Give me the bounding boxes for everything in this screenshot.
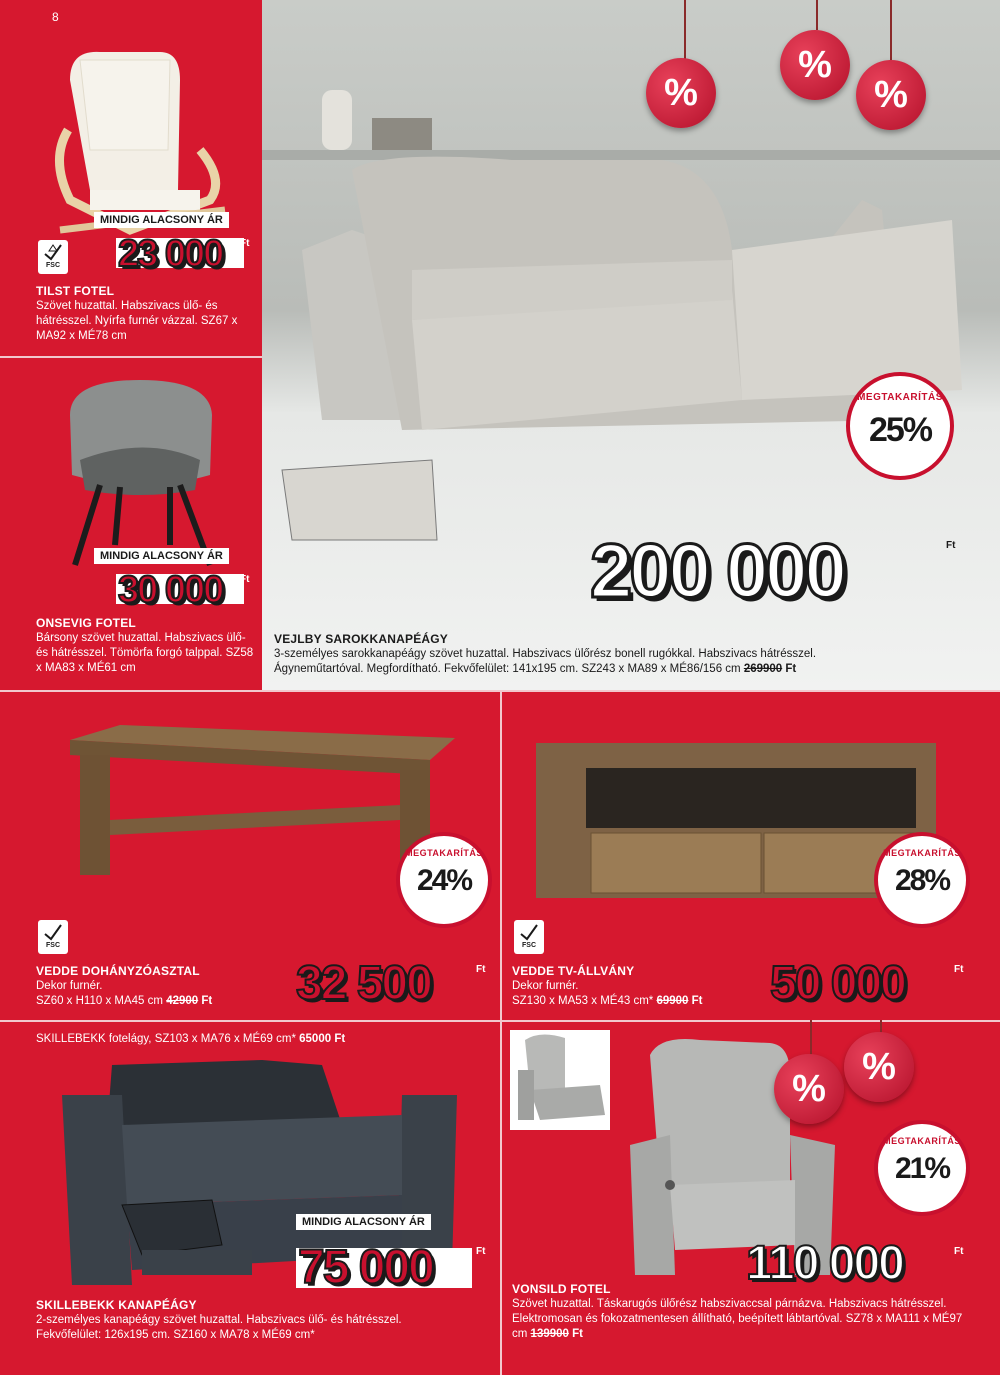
vejlby-desc-text: 3-személyes sarokkanapéágy szövet huzattal. Habszivacs ülőrész bonell rugókkal. Habszivacs hátrésszel. Ágyneműtartóval. Megfordítható. Fekvőfelület: 141x195 cm. SZ243 x MA89 x MÉ86/156 cm: [274, 648, 817, 675]
tilst-fsc-logo: [38, 240, 68, 274]
vonsild-saving-bubble: [874, 1120, 970, 1216]
saving-label: MEGTAKARÍTÁS: [883, 848, 961, 858]
skillebekk-desc: 2-személyes kanapéágy szövet huzattal. Habszivacs ülő- és hátrésszel. Fekvőfelület: 126x195 cm. SZ160 x MA78 x MÉ69 cm*: [36, 1314, 402, 1341]
vedde-tv-title: VEDDE TV-ÁLLVÁNY: [512, 964, 635, 978]
vedde-tv-desc2-line: [512, 994, 703, 1009]
skillebekk-header: SKILLEBEKK fotelágy, SZ103 x MA76 x MÉ69 cm*: [36, 1033, 296, 1045]
vonsild-old-price: 139900: [530, 1328, 569, 1340]
fsc-text: FSC: [522, 942, 536, 949]
vejlby-saving-pct: 25%: [868, 411, 932, 449]
skillebekk-title: SKILLEBEKK KANAPÉÁGY: [36, 1298, 197, 1312]
vedde-table-desc1: Dekor furnér.: [36, 980, 103, 992]
vonsild-saving-pct: 21%: [894, 1152, 950, 1185]
vejlby-old-price: 269900: [743, 663, 783, 675]
vonsild-percent-tag-1: %: [774, 1054, 844, 1124]
onsevig-title: ONSEVIG FOTEL: [36, 616, 136, 630]
vedde-tv-saving-pct: 28%: [894, 864, 950, 897]
vedde-tv-desc2: SZ130 x MA53 x MÉ43 cm*: [512, 995, 654, 1007]
vedde-table-fsc-logo: [38, 920, 68, 954]
fsc-text: FSC: [46, 942, 60, 949]
vedde-tv-ft: Ft: [954, 964, 964, 975]
skillebekk-price: 75 000: [298, 1241, 433, 1294]
vedde-table-price: 32 500: [296, 957, 431, 1010]
percent-tag-1: %: [646, 58, 716, 128]
vedde-table-desc2-line: [36, 994, 212, 1009]
percent-tag-3: %: [856, 60, 926, 130]
vedde-tv-old-price: 69900: [656, 995, 689, 1007]
divider: [0, 356, 262, 358]
tag-string: [816, 0, 818, 30]
tree-check-icon: [519, 922, 539, 942]
vonsild-ft: Ft: [954, 1246, 964, 1257]
skillebekk-header-line: [36, 1032, 345, 1047]
vejlby-desc: [274, 647, 894, 677]
divider: [0, 1020, 1000, 1022]
tag-string: [684, 0, 686, 60]
saving-label: MEGTAKARÍTÁS: [883, 1136, 961, 1146]
vonsild-old-ft: Ft: [572, 1328, 583, 1340]
vedde-table-desc2: SZ60 x H110 x MA45 cm: [36, 995, 163, 1007]
tag-string: [890, 0, 892, 60]
vedde-tv-old-ft: Ft: [691, 995, 703, 1007]
skillebekk-always-low-label: MINDIG ALACSONY ÁR: [296, 1214, 431, 1230]
tree-check-icon: [43, 242, 63, 262]
vonsild-title: VONSILD FOTEL: [512, 1282, 611, 1296]
tilst-ft: Ft: [240, 238, 250, 249]
saving-label: MEGTAKARÍTÁS: [405, 848, 483, 858]
vedde-table-ft: Ft: [476, 964, 486, 975]
tilst-always-low-label: MINDIG ALACSONY ÁR: [94, 212, 229, 228]
vedde-tv-desc1: Dekor furnér.: [512, 980, 579, 992]
vejlby-saving-bubble: [846, 372, 954, 480]
percent-tag-2: %: [780, 30, 850, 100]
vejlby-title: VEJLBY SAROKKANAPÉÁGY: [274, 632, 449, 646]
vonsild-price: 110 000: [746, 1237, 903, 1290]
vonsild-percent-tag-2: %: [844, 1032, 914, 1102]
vedde-table-saving-pct: 24%: [416, 864, 472, 897]
vedde-table-title: VEDDE DOHÁNYZÓASZTAL: [36, 964, 200, 978]
tilst-price: 23 000: [118, 233, 223, 275]
vedde-table-old-ft: Ft: [201, 995, 213, 1007]
skillebekk-header-price: 65000 Ft: [299, 1033, 346, 1045]
page-number: 8: [52, 10, 59, 24]
onsevig-chair-image: [60, 375, 230, 575]
vedde-tv-price: 50 000: [770, 957, 905, 1010]
vedde-tv-saving-bubble: [874, 832, 970, 928]
onsevig-price: 30 000: [118, 569, 223, 611]
fsc-text: FSC: [46, 262, 60, 269]
onsevig-always-low-label: MINDIG ALACSONY ÁR: [94, 548, 229, 564]
tilst-title: TILST FOTEL: [36, 284, 115, 298]
tilst-desc: Szövet huzattal. Habszivacs ülő- és hátrésszel. Nyírfa furnér vázzal. SZ67 x MA92 x MÉ78 cm: [36, 300, 238, 342]
onsevig-desc: Bársony szövet huzattal. Habszivacs ülő- és hátrésszel. Tömörfa forgó talppal. SZ58 x MA83 x MÉ61 cm: [36, 632, 254, 674]
vonsild-desc: Szövet huzattal. Táskarugós ülőrész habszivaccsal párnázva. Habszivacs hátrésszel. Elektromosan és fokozatmentesen állítható, beépített lábtartóval. SZ78 x MA111 x MÉ97 cm: [512, 1298, 963, 1340]
skillebekk-ft: Ft: [476, 1246, 486, 1257]
vonsild-small-image: [510, 1030, 610, 1130]
tilst-chair-image: [50, 40, 240, 240]
vejlby-old-price-ft: Ft: [785, 663, 797, 675]
vedde-tv-fsc-logo: [514, 920, 544, 954]
vejlby-price: 200 000: [590, 529, 844, 614]
saving-label: MEGTAKARÍTÁS: [857, 392, 943, 403]
onsevig-ft: Ft: [240, 574, 250, 585]
tree-check-icon: [43, 922, 63, 942]
vonsild-desc-block: [512, 1297, 972, 1342]
vedde-table-old-price: 42900: [166, 995, 199, 1007]
vejlby-ft: Ft: [946, 540, 956, 551]
divider: [500, 692, 502, 1375]
vedde-table-saving-bubble: [396, 832, 492, 928]
